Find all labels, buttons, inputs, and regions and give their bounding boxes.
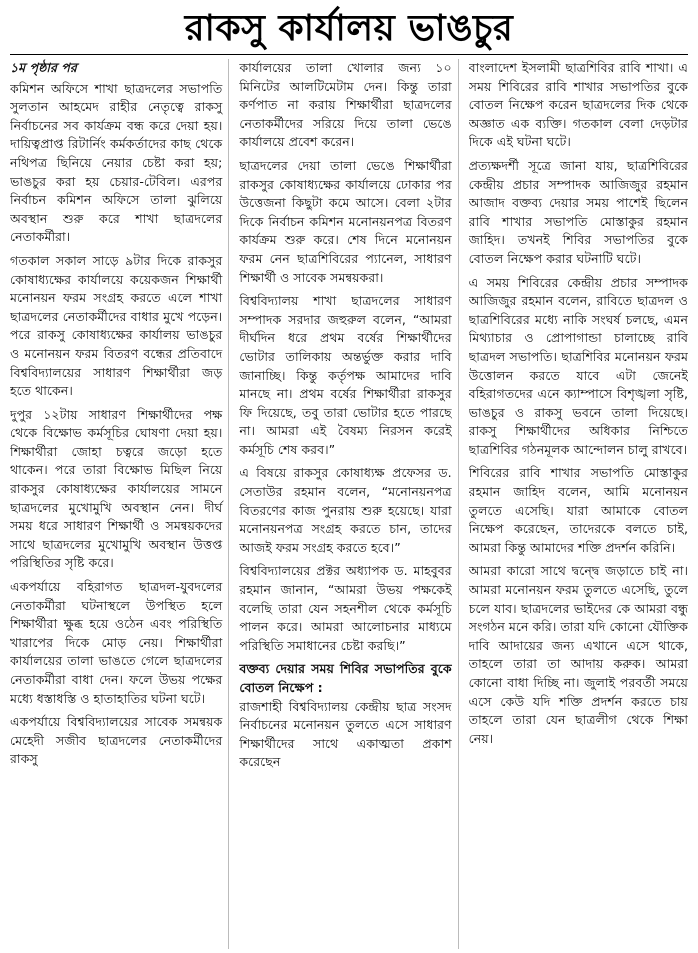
paragraph: কার্যালয়ের তালা খোলার জন্য ১০ মিনিটের আলটিমেটাম দেন। কিন্তু তারা কর্ণপাত না করায় শিক্ষার্থীরা ছাত্রদলের নেতাকর্মীদের সরিয়ে দিয়ে তালা ভেঙে কার্যালয়ে প্রবেশ করেন। — [239, 60, 452, 150]
paragraph: শিবিরের রাবি শাখার সভাপতি মোস্তাকুর রহমান জাহিদ বলেন, আমি মনোনয়ন তুলতে এসেছি। যারা আমাকে বোতল নিক্ষেপ করেছেন, তাদেরকে বলতে চাই, আমরা কিন্তু আমাদের শক্তি প্রদর্শন করিনি। — [468, 465, 688, 555]
paragraph: এ সময় শিবিরের কেন্দ্রীয় প্রচার সম্পাদক আজিজুর রহমান বলেন, রাবিতে ছাত্রদল ও ছাত্রশিবিরের মধ্যে নাকি সংঘর্ষ চলছে, এমন মিথ্যাচার ও প্রোপাগান্ডা চালাচ্ছে রাবি ছাত্রদল সভাপতি। ছাত্রশিবির মনোনয়ন ফরম উত্তোলন করতে যাবে এটা জেনেই বহিরাগতদের এনে ক্যাম্পাসে বিশৃঙ্খলা সৃষ্টি, ভাঙচুর ও রাকসু ভবনে তালা দিয়েছে। রাকসু শিক্ষার্থীদের অধিকার নিশ্চিতে ছাত্রশিবির গঠনমূলক আন্দোলন চালু রাখবে। — [468, 274, 688, 457]
jump-label: ১ম পৃষ্ঠার পর — [10, 60, 77, 75]
paragraph: একপর্যায়ে বিশ্ববিদ্যালয়ের সাবেক সমন্বয়ক মেহেদী সজীব ছাত্রদলের নেতাকর্মীদের রাকসু — [10, 714, 223, 767]
subheading: বক্তব্য দেয়ার সময় শিবির সভাপতির বুকে বোতল নিক্ষেপ : — [239, 661, 452, 695]
column-3 — [469, 59, 688, 949]
paragraph: আমরা কারো সাথে দ্বন্দ্বে জড়াতে চাই না। আমরা মনোনয়ন ফরম তুলতে এসেছি, তুলে চলে যাব। ছাত্রদলের ভাইদের কে আমরা বন্ধু সংগঠন মনে করি। তারা যদি কোনো যৌক্তিক দাবি আদায়ের জন্য এখানে এসে থাকে, তাহলে তারা তা আদায় করুক। আমরা কোনো বাধা দিচ্ছি না। জুলাই পরবর্তী সময়ে এসে কেউ যদি শক্তি প্রদর্শন করতে চায় তাহলে তারা যেন ছাত্রলীগ থেকে শিক্ষা নেয়। — [468, 563, 688, 746]
paragraph: বাংলাদেশ ইসলামী ছাত্রশিবির রাবি শাখা। এ সময় শিবিরের রাবি শাখার সভাপতির বুকে বোতল নিক্ষেপ করেন ছাত্রদলের দিক থেকে অজ্ঞাত এক ব্যক্তি। গতকাল বেলা দেড়টার দিকে এই ঘটনা ঘটে। — [468, 60, 688, 150]
headline-rule — [10, 54, 688, 55]
paragraph: একপর্যায়ে বহিরাগত ছাত্রদল-যুবদলের নেতাকর্মীরা ঘটনাস্থলে উপস্থিত হলে শিক্ষার্থীরা ক্ষুব্ধ হয়ে ওঠেন এবং পরিস্থিতি খারাপের দিকে মোড় নেয়। শিক্ষার্থীরা কার্যালয়ের তালা ভাঙতে গেলে ছাত্রদলের নেতাকর্মীরা বাধা দেন। ফলে উভয় পক্ষের মধ্যে ধস্তাধস্তি ও হাতাহাতির ঘটনা ঘটে। — [10, 579, 223, 706]
paragraph: গতকাল সকাল সাড়ে ৯টার দিকে রাকসুর কোষাধ্যক্ষের কার্যালয়ে কয়েকজন শিক্ষার্থী মনোনয়ন ফরম সংগ্রহ করতে এলে শাখা ছাত্রদলের নেতাকর্মীদের বাধার মুখে পড়েন। পরে রাকসু কোষাধ্যক্ষের কার্যালয় ভাঙচুর ও মনোনয়ন ফরম বিতরণ বন্ধের প্রতিবাদে বিশ্ববিদ্যালয়ের সাধারণ শিক্ষার্থীরা জড় হতে থাকেন। — [10, 252, 223, 399]
paragraph: বিশ্ববিদ্যালয়ের প্রক্টর অধ্যাপক ড. মাহবুবর রহমান জানান, “আমরা উভয় পক্ষকেই বলেছি তারা যেন সহনশীল থেকে কর্মসূচি পালন করে। আমরা আলোচনার মাধ্যমে পরিস্থিতি সমাধানের চেষ্টা করছি।” — [239, 563, 452, 653]
paragraph: প্রত্যক্ষদর্শী সূত্রে জানা যায়, ছাত্রশিবিরের কেন্দ্রীয় প্রচার সম্পাদক আজিজুর রহমান আজাদ বক্তব্য দেয়ার সময় পাশেই ছিলেন রাবি শাখার সভাপতি মোস্তাকুর রহমান জাহিদ। তখনই শিবির সভাপতির বুকে বোতল নিক্ষেপ করার ঘটনাটি ঘটে। — [468, 157, 688, 266]
column-1 — [10, 59, 229, 949]
paragraph-text: কমিশন অফিসে শাখা ছাত্রদলের সভাপতি সুলতান আহমেদ রাহীর নেতৃত্বে রাকসু নির্বাচনের সব কার্যক্রম বন্ধ করে দেয়া হয়। দায়িত্বপ্রাপ্ত রিটার্নিং কর্মকর্তাদের কাছ থেকে নথিপত্র ছিনিয়ে নেয়ার চেষ্টা করা হয়; ভাঙচুর করা হয় চেয়ার-টেবিল। এরপর নির্বাচন কমিশন অফিসে তালা ঝুলিয়ে অবস্থান শুরু করে শাখা ছাত্রদলের নেতাকর্মীরা। — [10, 80, 223, 245]
paragraph: দুপুর ১২টায় সাধারণ শিক্ষার্থীদের পক্ষ থেকে বিক্ষোভ কর্মসূচির ঘোষণা দেয়া হয়। শিক্ষার্থীরা জোহা চত্বরে জড়ো হতে থাকেন। পরে তারা বিক্ষোভ মিছিল নিয়ে রাকসুর কোষাধ্যক্ষের কার্যালয়ের সামনে ছাত্রদলের মুখোমুখি অবস্থান নেন। দীর্ঘ সময় ধরে সাধারণ শিক্ষার্থী ও সমন্বয়কদের সাথে ছাত্রদলের মুখোমুখি অবস্থান উত্তপ্ত পরিস্থিতির সৃষ্টি করে। — [10, 406, 223, 571]
paragraph: বিশ্ববিদ্যালয় শাখা ছাত্রদলের সাধারণ সম্পাদক সরদার জহুরুল বলেন, “আমরা দীর্ঘদিন ধরে প্রথম বর্ষের শিক্ষার্থীদের ভোটার তালিকায় অন্তর্ভুক্ত করার দাবি জানাচ্ছি। কিন্তু কর্তৃপক্ষ আমাদের দাবি মানছে না। প্রথম বর্ষের শিক্ষার্থীরা রাকসুর ফি দিয়েছে, তবু তারা ভোটার হতে পারছে না। আমরা এই বৈষম্য নিরসন করেই কর্মসূচি শেষ করব।” — [239, 293, 452, 457]
article-columns — [10, 59, 688, 949]
headline: রাকসু কার্যালয় ভাঙচুর — [184, 8, 514, 49]
column-2 — [239, 59, 458, 949]
paragraph: ছাত্রদলের দেয়া তালা ভেঙে শিক্ষার্থীরা রাকসুর কোষাধ্যক্ষের কার্যালয়ে ঢোকার পর উত্তেজনা কিছুটা কমে আসে। বেলা ২টার দিকে নির্বাচন কমিশন মনোনয়নপত্র বিতরণ কার্যক্রম শুরু করে। শেষ দিনে মনোনয়ন ফরম নেন ছাত্রশিবিরের প্যানেল, সাধারণ শিক্ষার্থী ও সাবেক সমন্বয়করা। — [239, 157, 452, 285]
paragraph: রাজশাহী বিশ্ববিদ্যালয় কেন্দ্রীয় ছাত্র সংসদ নির্বাচনের মনোনয়ন তুলতে এসে সাধারণ শিক্ষার্থীদের সাথে একাত্মতা প্রকাশ করেছেন — [239, 698, 452, 770]
paragraph: এ বিষয়ে রাকসুর কোষাধ্যক্ষ প্রফেসর ড. সেতাউর রহমান বলেন, “মনোনয়নপত্র বিতরণের কাজ পুনরায় শুরু হয়েছে। যারা মনোনয়নপত্র সংগ্রহ করতে চান, তাদের আজই ফরম সংগ্রহ করতে হবে।” — [239, 465, 452, 555]
paragraph — [10, 59, 222, 247]
